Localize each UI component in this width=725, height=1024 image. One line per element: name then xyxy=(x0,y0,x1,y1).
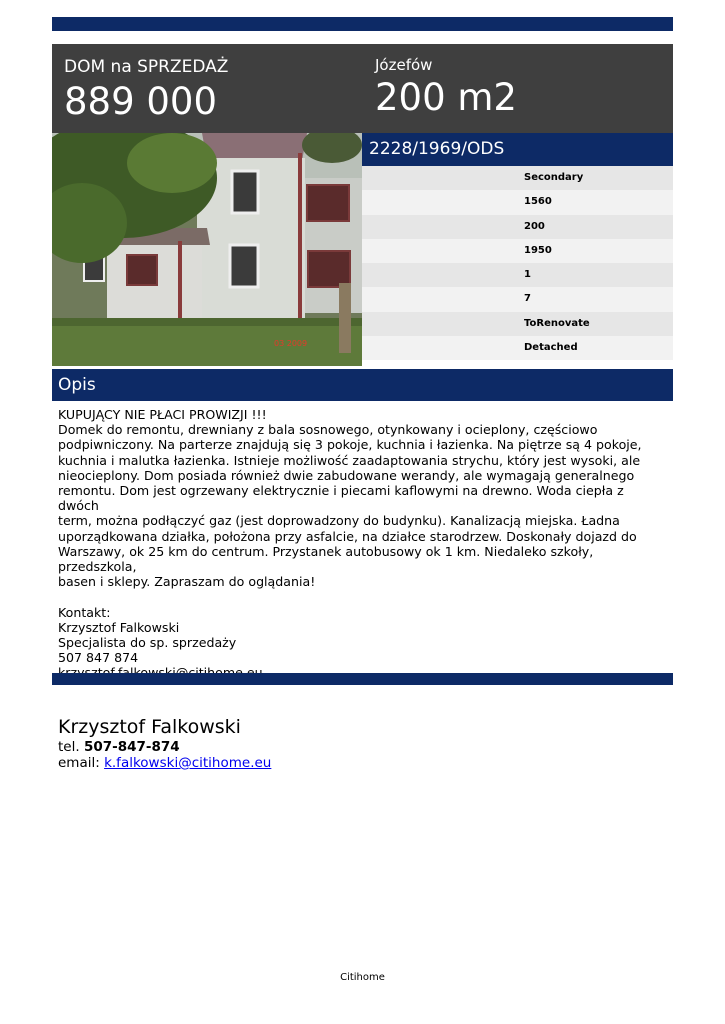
description-line: term, można podłączyć gaz (jest doprowadzony do budynku). Kanalizacją miejska. Ładna xyxy=(58,513,620,529)
spec-condition: ToRenovate xyxy=(362,312,673,336)
contact-heading: Kontakt: xyxy=(58,604,111,620)
description-line: basen i sklepy. Zapraszam do oglądania! xyxy=(58,574,316,590)
top-accent-bar xyxy=(52,17,673,31)
property-photo xyxy=(52,133,362,366)
agent-phone: 507-847-874 xyxy=(83,739,180,755)
agent-card xyxy=(58,715,271,771)
contact-phone: 507 847 874 xyxy=(58,650,139,666)
city-label: Józefów xyxy=(375,56,433,74)
header-right xyxy=(375,56,517,120)
email-label: email: xyxy=(58,755,100,771)
header-left xyxy=(64,56,228,124)
contact-role: Specjalista do sp. sprzedaży xyxy=(58,635,237,651)
description-line: KUPUJĄCY NIE PŁACI PROWIZJI !!! xyxy=(58,407,267,422)
contact-name: Krzysztof Falkowski xyxy=(58,619,180,635)
description-line: nieocieplony. Dom posiada również dwie zabudowane werandy, ale wymagają generalnego xyxy=(58,467,635,483)
spec-rooms: 7 xyxy=(362,287,673,311)
property-type-label: DOM na SPRZEDAŻ xyxy=(64,57,229,77)
agent-phone-line xyxy=(58,739,271,755)
tel-label: tel. xyxy=(58,739,80,755)
spec-year-built: 1950 xyxy=(362,239,673,263)
agent-email-link[interactable]: k.falkowski@citihome.eu xyxy=(104,755,272,771)
description-line: kuchnia i malutka łazienka. Istnieje możliwość zaadaptowania strychu, który jest wysoki, ale xyxy=(58,452,641,468)
description-line: remontu. Dom jest ogrzewany elektrycznie i piecami kaflowymi na drewno. Woda ciepła z dwóch xyxy=(58,483,624,514)
spec-table xyxy=(362,166,673,360)
spec-building-type: Detached xyxy=(362,336,673,360)
area: 200 m2 xyxy=(375,76,517,119)
agent-email-line xyxy=(58,755,271,771)
footer-text: Citihome xyxy=(340,972,385,983)
spec-living-area: 200 xyxy=(362,215,673,239)
description-body xyxy=(58,407,664,681)
reference-number: 2228/1969/ODS xyxy=(362,133,673,166)
listing-header xyxy=(52,44,673,133)
description-heading: Opis xyxy=(52,369,673,401)
photo-date-stamp: 03 2009 xyxy=(274,339,308,348)
spec-floors: 1 xyxy=(362,263,673,287)
description-line: Warszawy, ok 25 km do centrum. Przystanek autobusowy ok 1 km. Niedaleko szkoły, przedszkola, xyxy=(58,543,594,575)
description-line: Domek do remontu, drewniany z bala sosnowego, otynkowany i ocieplony, częściowo xyxy=(58,422,598,438)
description-line: podpiwniczony. Na parterze znajdują się 3 pokoje, kuchnia i łazienka. Na piętrze są 4 pokoje, xyxy=(58,437,642,453)
price: 889 000 xyxy=(64,80,218,123)
description-line: uporządkowana działka, położona przy asfalcie, na działce starodrzew. Doskonały dojazd do xyxy=(58,528,637,544)
divider-bar xyxy=(52,673,673,685)
spec-market: Secondary xyxy=(362,166,673,190)
spec-plot-area: 1560 xyxy=(362,190,673,214)
paragraph-gap xyxy=(58,589,664,604)
agent-name: Krzysztof Falkowski xyxy=(58,716,241,738)
